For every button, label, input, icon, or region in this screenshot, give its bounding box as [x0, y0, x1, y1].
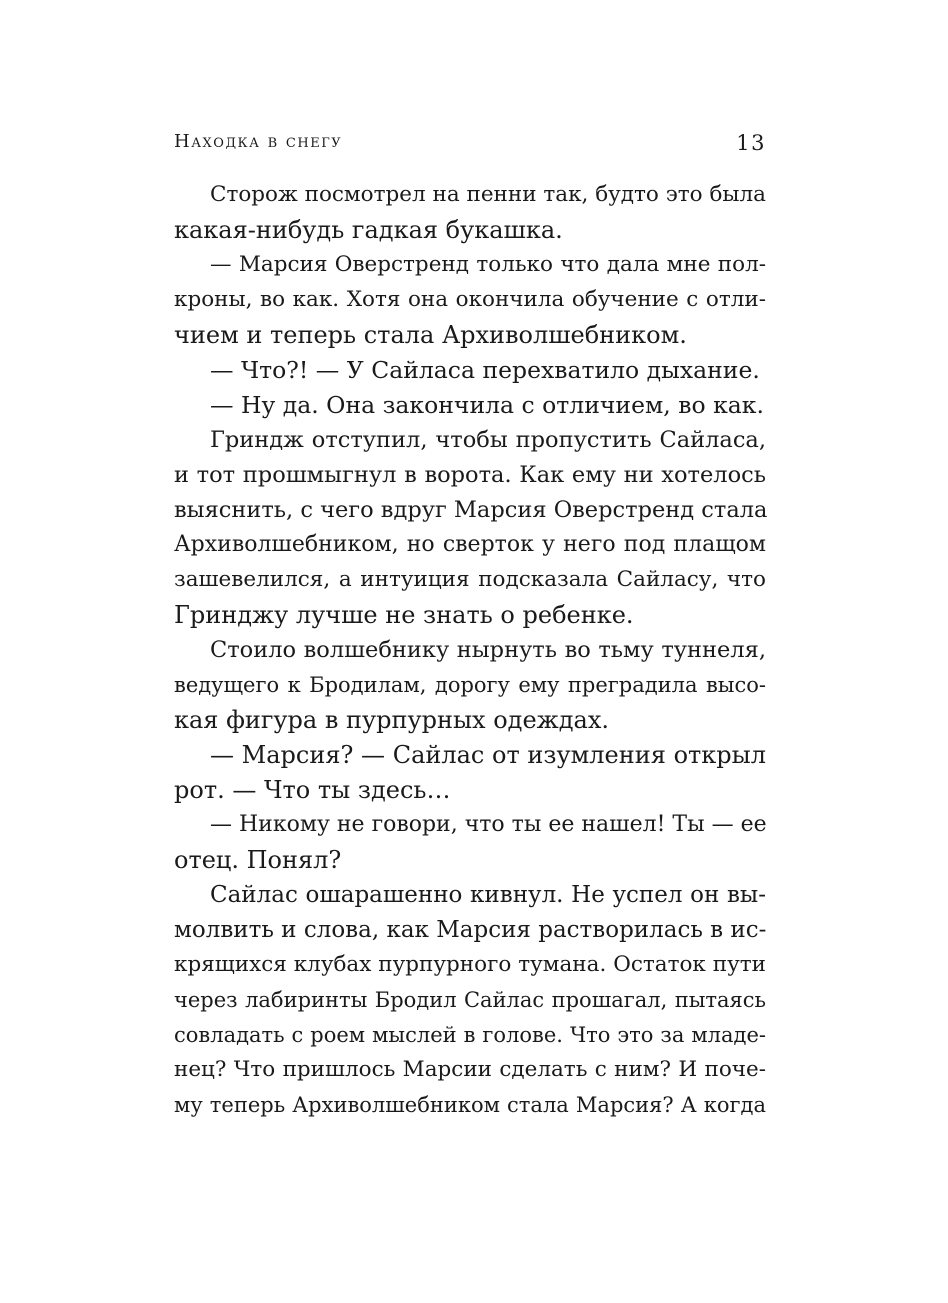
text-line: кроны, во как. Хотя она окончила обучение с отли-	[174, 287, 766, 312]
chapter-title: Находка в снегу	[174, 131, 343, 152]
text-line: нец? Что пришлось Марсии сделать с ним? И поче-	[174, 1057, 766, 1082]
text-line: Архиволшебником, но сверток у него под плащом	[174, 532, 766, 557]
text-line: Сторож посмотрел на пенни так, будто это была	[210, 182, 766, 207]
text-line: ведущего к Бродилам, дорогу ему преградила высо-	[174, 673, 766, 697]
text-line: через лабиринты Бродил Сайлас прошагал, пытаясь	[174, 988, 766, 1012]
text-line: — Никому не говори, что ты ее нашел! Ты — ее	[210, 812, 767, 837]
text-line: совладать с роем мыслей в голове. Что это за младе-	[174, 1023, 766, 1047]
text-line: Гриндж отступил, чтобы пропустить Сайласа,	[210, 427, 766, 453]
text-line: и тот прошмыгнул в ворота. Как ему ни хотелось	[174, 462, 766, 488]
text-line: кая фигура в пурпурных одеждах.	[174, 706, 609, 734]
text-line: — Ну да. Она закончила с отличием, во как.	[210, 391, 764, 419]
running-head	[174, 131, 766, 157]
text-line: чием и теперь стала Архиволшебником.	[174, 321, 687, 349]
text-line: му теперь Архиволшебником стала Марсия? А когда	[174, 1093, 766, 1117]
text-line: рот. — Что ты здесь…	[174, 776, 451, 804]
text-line: молвить и слова, как Марсия растворилась в ис-	[174, 917, 767, 943]
page-number: 13	[736, 131, 766, 155]
text-line: Гринджу лучше не знать о ребенке.	[174, 601, 634, 629]
text-line: зашевелился, а интуиция подсказала Сайласу, что	[174, 567, 766, 592]
text-line: выяснить, с чего вдруг Марсия Оверстренд стала	[174, 497, 768, 523]
text-line: — Марсия? — Сайлас от изумления открыл	[210, 741, 766, 769]
text-line: — Марсия Оверстренд только что дала мне пол-	[210, 252, 766, 277]
text-line: крящихся клубах пурпурного тумана. Остаток пути	[174, 952, 766, 977]
text-line: отец. Понял?	[174, 846, 342, 874]
text-line: какая-нибудь гадкая букашка.	[174, 216, 563, 244]
text-line: — Что?! — У Сайласа перехватило дыхание.	[210, 356, 760, 384]
text-line: Стоило волшебнику нырнуть во тьму туннеля,	[210, 637, 766, 663]
text-line: Сайлас ошарашенно кивнул. Не успел он вы-	[210, 882, 766, 908]
